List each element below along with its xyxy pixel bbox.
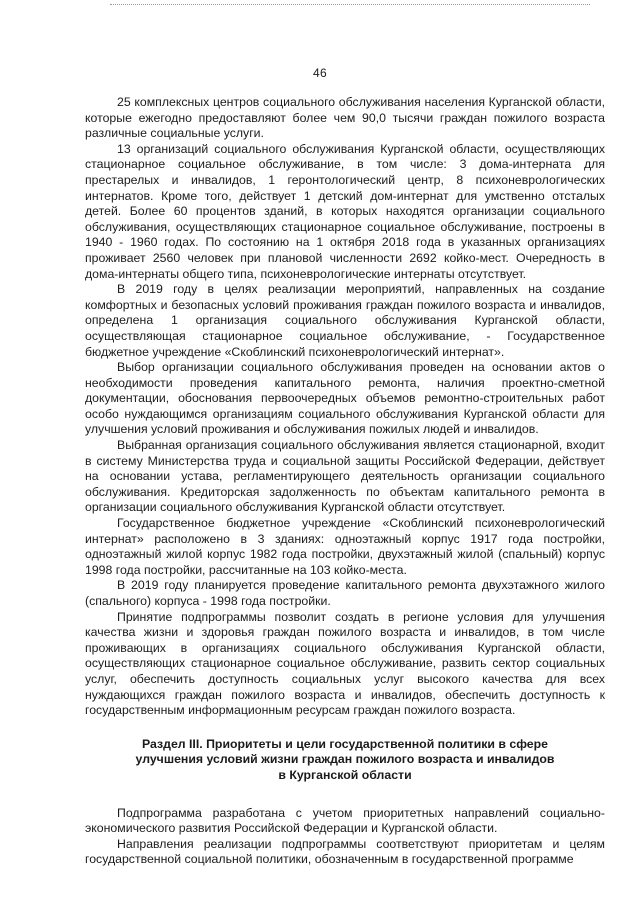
paragraph: В 2019 году в целях реализации мероприятий, направленных на создание комфортных и безопасных условий проживания граждан пожилого возраста и инвалидов, определена 1 организация социального обслуживания Курганской области, осуществляющая стационарное социальное обслуживание, - Государственное бюджетное учреждение «Скоблинский психоневрологический интернат». <box>85 282 605 359</box>
section-heading <box>85 737 605 784</box>
paragraph: Государственное бюджетное учреждение «Скоблинский психоневрологический интернат» расположено в 3 зданиях: одноэтажный корпус 1917 года постройки, одноэтажный жилой корпус 1982 года постройки, двухэтажный жилой (спальный) корпус 1998 года постройки, рассчитанные на 103 койко-места. <box>85 516 605 577</box>
document-body <box>85 95 605 868</box>
section-heading-line: Раздел III. Приоритеты и цели государственной политики в сфере <box>142 736 548 751</box>
scan-top-edge <box>110 4 590 5</box>
paragraph: В 2019 году планируется проведение капитального ремонта двухэтажного жилого (спального) корпуса - 1998 года постройки. <box>85 578 605 608</box>
section-heading-line: в Курганской области <box>278 767 412 782</box>
paragraph: Направления реализации подпрограммы соответствуют приоритетам и целям государственной социальной политики, обозначенным в государственной программе <box>85 836 605 867</box>
paragraph: 25 комплексных центров социального обслуживания населения Курганской области, которые ежегодно предоставляют более чем 90,0 тысячи граждан пожилого возраста различные социальные услуги. <box>85 95 605 141</box>
paragraph: 13 организаций социального обслуживания Курганской области, осуществляющих стационарное социальное обслуживание, в том числе: 3 дома-интерната для престарелых и инвалидов, 1 геронтологический центр, 8 психоневрологических интернатов. Кроме того, действует 1 детский дом-интернат для умственно отсталых детей. Более 60 процентов зданий, в которых находятся организации социального обслуживания, осуществляющих стационарное социальное обслуживание, построены в 1940 - 1960 годах. По состоянию на 1 октября 2018 года в указанных организациях проживает 2560 человек при плановой численности 2692 койко-мест. Очередность в дома-интернаты общего типа, психоневрологические интернаты отсутствует. <box>85 141 605 281</box>
paragraph: Выбранная организация социального обслуживания является стационарной, входит в систему Министерства труда и социальной защиты Российской Федерации, действует на основании устава, регламентирующего деятельность организации социального обслуживания. Кредиторская задолженность по объектам капитального ремонта в организации социального обслуживания Курганской области отсутствует. <box>85 438 605 515</box>
section-heading-line: улучшения условий жизни граждан пожилого возраста и инвалидов <box>135 752 555 767</box>
paragraph: Выбор организации социального обслуживания проведен на основании актов о необходимости проведения капитального ремонта, наличия проектно-сметной документации, обоснования первоочередных объемов ремонтно-строительных работ особо нуждающимся организациям социального обслуживания Курганской области для улучшения условий проживания и обслуживания пожилых людей и инвалидов. <box>85 360 605 437</box>
page-number: 46 <box>313 66 327 80</box>
paragraph: Подпрограмма разработана с учетом приоритетных направлений социально-экономического развития Российской Федерации и Курганской области. <box>85 805 605 836</box>
paragraph: Принятие подпрограммы позволит создать в регионе условия для улучшения качества жизни и здоровья граждан пожилого возраста и инвалидов, в том числе проживающих в организациях социального обслуживания Курганской области, осуществляющих стационарное социальное обслуживание, развить сектор социальных услуг, обеспечить доступность социальных услуг высокого качества для всех нуждающихся граждан пожилого возраста и инвалидов, обеспечить доступность к государственным информационным ресурсам граждан пожилого возраста. <box>85 609 605 718</box>
